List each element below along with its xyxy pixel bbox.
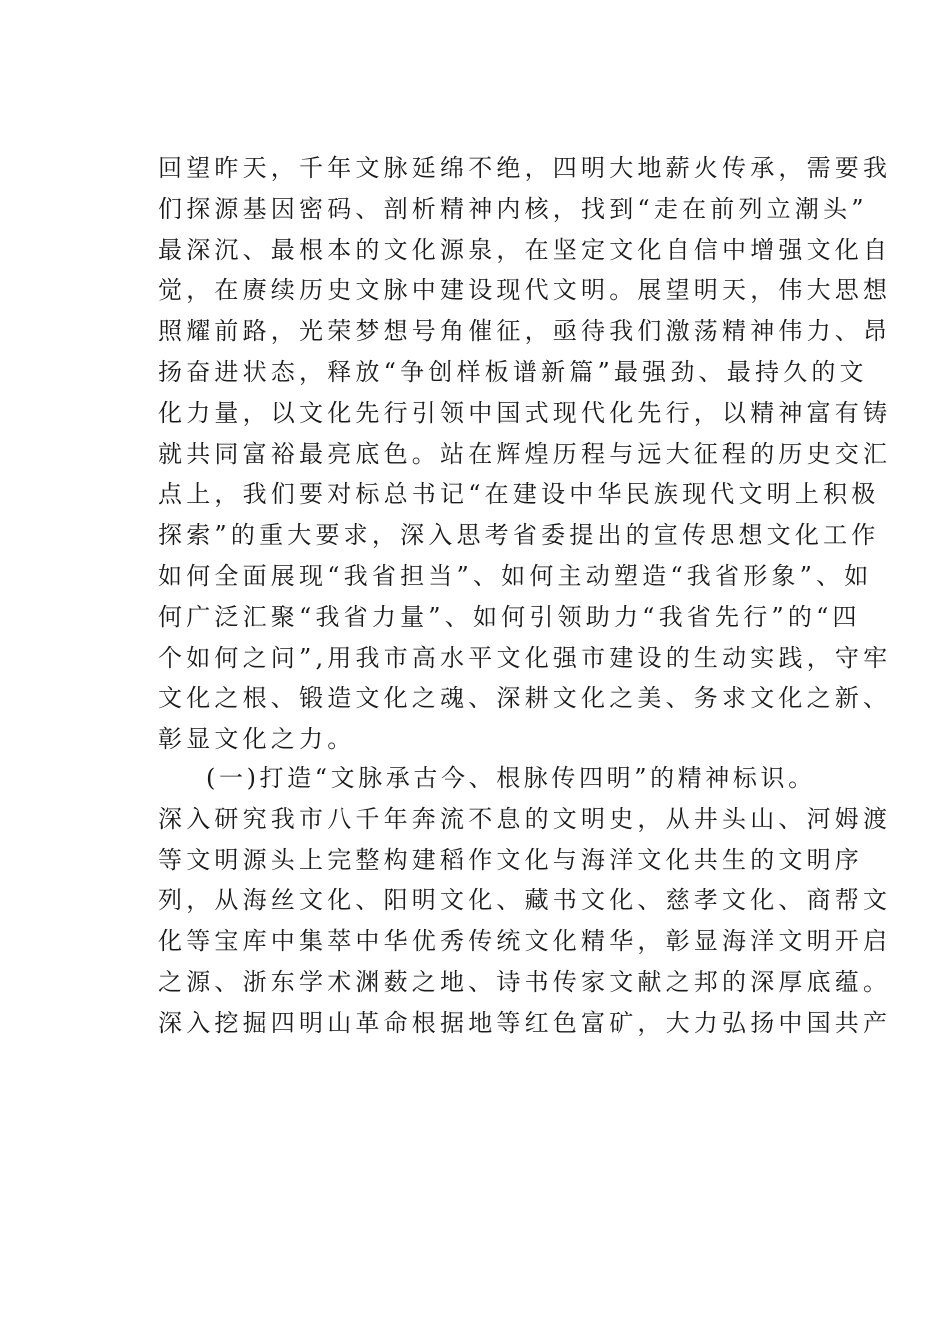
paragraph-line: 深入挖掘四明山革命根据地等红色富矿，大力弘扬中国共产 — [158, 1008, 892, 1037]
paragraph-line: 照耀前路，光荣梦想号角催征，亟待我们激荡精神伟力、昂 — [158, 317, 892, 346]
paragraph-line: 之源、浙东学术渊薮之地、诗书传家文献之邦的深厚底蕴。 — [158, 967, 892, 996]
paragraph-line: 就共同富裕最亮底色。站在辉煌历程与远大征程的历史交汇 — [158, 439, 892, 468]
paragraph-line: 回望昨天，千年文脉延绵不绝，四明大地薪火传承，需要我 — [158, 154, 892, 182]
paragraph-line: 文化之根、锻造文化之魂、深耕文化之美、务求文化之新、 — [158, 684, 892, 713]
paragraph-line: 探索”的重大要求，深入思考省委提出的宣传思想文化工作 — [158, 521, 880, 550]
paragraph-line: 列，从海丝文化、阳明文化、藏书文化、慈孝文化、商帮文 — [158, 886, 892, 915]
paragraph-2 — [158, 758, 892, 1044]
paragraph-line: 等文明源头上完整构建稻作文化与海洋文化共生的文明序 — [158, 845, 863, 874]
paragraph-line: 化力量，以文化先行引领中国式现代化先行，以精神富有铸 — [158, 398, 892, 427]
paragraph-line: 如何全面展现“我省担当”、如何主动塑造“我省形象”、如 — [158, 561, 873, 590]
paragraph-line: 何广泛汇聚“我省力量”、如何引领助力“我省先行”的“四 — [158, 602, 861, 631]
paragraph-line: 化等宝库中集萃中华优秀传统文化精华，彰显海洋文明开启 — [158, 927, 892, 956]
paragraph-line: 觉，在赓续历史文脉中建设现代文明。展望明天，伟大思想 — [158, 276, 892, 305]
paragraph-line: 深入研究我市八千年奔流不息的文明史，从井头山、河姆渡 — [158, 804, 892, 833]
paragraph-1 — [158, 148, 892, 760]
paragraph-line: 最深沉、最根本的文化源泉，在坚定文化自信中增强文化自 — [158, 235, 892, 264]
paragraph-line: 们探源基因密码、剖析精神内核，找到“走在前列立潮头” — [158, 194, 868, 223]
section-heading-line: (一)打造“文脉承古今、根脉传四明”的精神标识。 — [206, 764, 816, 792]
paragraph-line: 个如何之问”,用我市高水平文化强市建设的生动实践，守牢 — [158, 643, 892, 672]
paragraph-line: 扬奋进状态，释放“争创样板谱新篇”最强劲、最持久的文 — [158, 357, 868, 386]
paragraph-line: 彰显文化之力。 — [158, 725, 356, 754]
paragraph-line: 点上，我们要对标总书记“在建设中华民族现代文明上积极 — [158, 480, 880, 509]
